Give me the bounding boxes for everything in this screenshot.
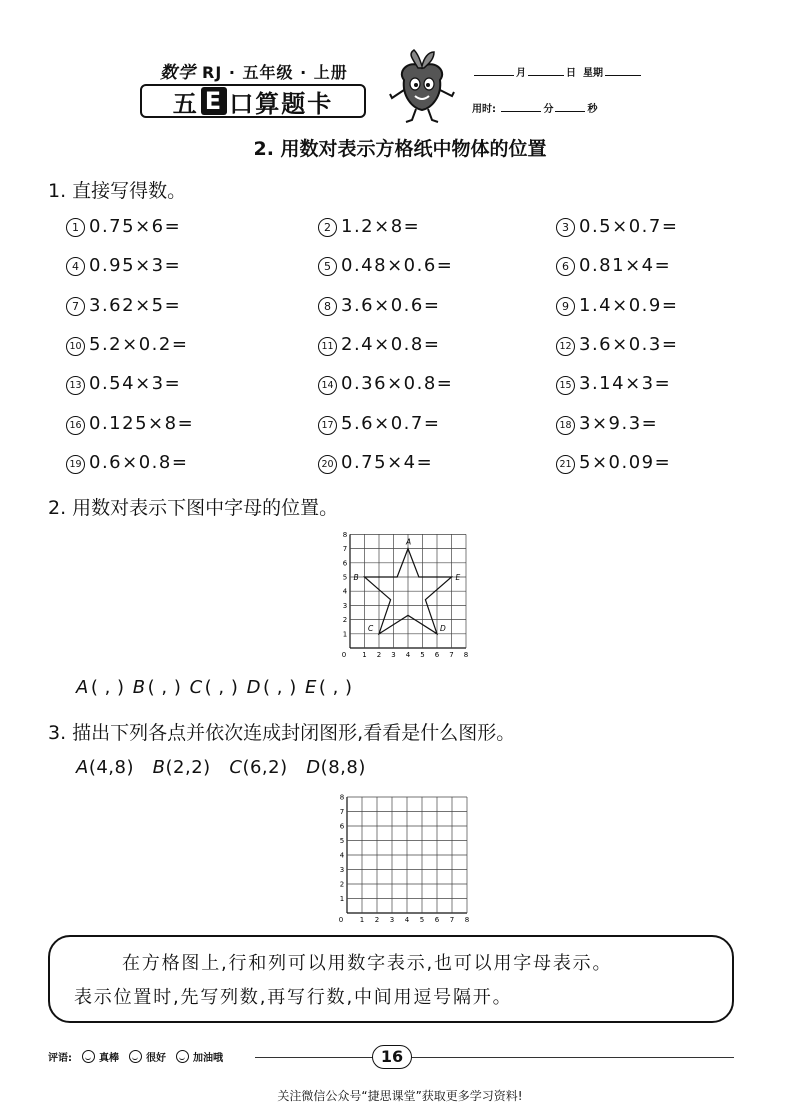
q2-title: 2. 用数对表示下图中字母的位置。 xyxy=(48,497,339,519)
y-tick-label: 8 xyxy=(339,793,345,802)
answer-blank-b[interactable]: ( , ) xyxy=(147,677,182,698)
problem-number: 14 xyxy=(318,376,337,395)
problem-number: 15 xyxy=(556,376,575,395)
y-tick-label: 2 xyxy=(342,616,348,625)
mascot-icon xyxy=(382,46,462,126)
smile-icon[interactable] xyxy=(176,1050,189,1063)
header-banner xyxy=(140,84,366,118)
problem-expression: 5.6×0.7= xyxy=(341,412,441,434)
problem-item xyxy=(66,452,188,474)
problem-number: 6 xyxy=(556,257,575,276)
answer-letter-a: A xyxy=(76,677,89,698)
rating-good: 很好 xyxy=(146,1053,166,1064)
problem-number: 19 xyxy=(66,455,85,474)
point-coord-d: (8,8) xyxy=(320,757,366,778)
point-coord-c: (6,2) xyxy=(242,757,288,778)
tip-line-1: 在方格图上,行和列可以用数字表示,也可以用字母表示。 xyxy=(122,953,613,974)
point-letter-a: A xyxy=(76,757,89,778)
problem-number: 2 xyxy=(318,218,337,237)
problem-item xyxy=(556,452,671,474)
problem-item xyxy=(556,334,678,356)
y-tick-label: 1 xyxy=(342,630,348,639)
problem-number: 17 xyxy=(318,416,337,435)
answer-letter-c: C xyxy=(189,677,203,698)
problem-number: 8 xyxy=(318,297,337,316)
x-tick-label: 7 xyxy=(449,916,455,924)
point-letter-c: C xyxy=(229,757,243,778)
y-tick-label: 5 xyxy=(342,573,348,582)
answer-letter-d: D xyxy=(246,677,261,698)
x-tick-label: 0 xyxy=(341,651,347,659)
problem-expression: 0.81×4= xyxy=(579,255,672,277)
problem-item xyxy=(318,334,440,356)
smile-icon[interactable] xyxy=(82,1050,95,1063)
answer-blank-a[interactable]: ( , ) xyxy=(90,677,125,698)
problem-expression: 0.75×6= xyxy=(89,216,182,237)
q2-answers xyxy=(76,677,355,698)
problem-expression: 0.95×3= xyxy=(89,255,182,277)
problem-expression: 0.36×0.8= xyxy=(341,373,454,395)
y-tick-label: 3 xyxy=(339,866,345,874)
problem-expression: 0.75×4= xyxy=(341,451,434,473)
banner-big-letter: E xyxy=(201,87,227,115)
x-tick-label: 3 xyxy=(389,916,395,924)
x-tick-label: 7 xyxy=(449,651,454,659)
y-tick-label: 7 xyxy=(342,545,348,554)
problem-item xyxy=(318,373,453,395)
problem-expression: 5×0.09= xyxy=(579,451,672,473)
y-tick-label: 4 xyxy=(342,587,348,596)
problem-expression: 0.5×0.7= xyxy=(579,216,679,237)
lesson-title: 2. 用数对表示方格纸中物体的位置 xyxy=(253,138,547,160)
banner-pre: 五 xyxy=(172,89,199,118)
problem-expression: 1.4×0.9= xyxy=(579,294,679,316)
problem-expression: 3.62×5= xyxy=(89,294,182,316)
point-label-d: D xyxy=(440,623,446,633)
rating-great: 真棒 xyxy=(99,1053,119,1064)
footer-divider-left xyxy=(255,1057,373,1058)
x-tick-label: 0 xyxy=(338,916,344,924)
day-label: 日 xyxy=(566,68,576,79)
problem-expression: 3.14×3= xyxy=(579,373,672,395)
problem-expression: 0.54×3= xyxy=(89,373,182,395)
problem-item xyxy=(556,373,671,395)
problem-expression: 3.6×0.6= xyxy=(341,294,441,316)
y-tick-label: 6 xyxy=(342,559,348,568)
problem-number: 21 xyxy=(556,455,575,474)
problem-number: 5 xyxy=(318,257,337,276)
point-letter-b: B xyxy=(152,757,166,778)
point-label-c: C xyxy=(368,623,374,633)
q3-title: 3. 描出下列各点并依次连成封闭图形,看看是什么图形。 xyxy=(48,722,516,744)
page-number: 16 xyxy=(372,1045,412,1069)
problem-number: 3 xyxy=(556,218,575,237)
q1-title: 1. 直接写得数。 xyxy=(48,180,187,202)
day-blank[interactable] xyxy=(528,66,564,76)
answer-letter-e: E xyxy=(304,677,317,698)
y-tick-label: 8 xyxy=(342,530,348,539)
x-tick-label: 8 xyxy=(464,916,470,924)
x-tick-label: 6 xyxy=(434,916,440,924)
problem-number: 9 xyxy=(556,297,575,316)
header-subject xyxy=(160,58,348,83)
weekday-blank[interactable] xyxy=(605,66,641,76)
time-line xyxy=(472,100,597,115)
problem-item xyxy=(66,216,181,237)
x-tick-label: 4 xyxy=(405,651,411,659)
x-tick-label: 4 xyxy=(404,916,410,924)
weekday-label: 星期 xyxy=(582,68,603,79)
problem-expression: 0.48×0.6= xyxy=(341,255,454,277)
answer-blank-e[interactable]: ( , ) xyxy=(318,677,353,698)
problem-expression: 3.6×0.3= xyxy=(579,333,679,355)
problem-item xyxy=(318,295,440,316)
problem-item xyxy=(66,255,181,276)
problem-number: 20 xyxy=(318,455,337,474)
problem-item xyxy=(556,413,658,435)
problem-expression: 1.2×8= xyxy=(341,216,421,237)
problem-item xyxy=(66,373,181,395)
problem-number: 11 xyxy=(318,337,337,356)
minute-blank[interactable] xyxy=(501,102,541,112)
problem-item xyxy=(66,413,194,435)
point-coord-b: (2,2) xyxy=(165,757,211,778)
answer-letter-b: B xyxy=(132,677,146,698)
y-tick-label: 4 xyxy=(339,851,345,860)
tip-box xyxy=(48,935,734,1023)
point-label-b: B xyxy=(353,573,359,582)
rating-keep-going: 加油哦 xyxy=(193,1053,223,1064)
problem-number: 7 xyxy=(66,297,85,316)
second-blank[interactable] xyxy=(555,102,585,112)
x-tick-label: 1 xyxy=(359,916,365,924)
x-tick-label: 1 xyxy=(362,651,367,659)
subject-label: 数学 xyxy=(160,63,196,83)
answer-blank-c[interactable]: ( , ) xyxy=(204,677,239,698)
y-tick-label: 2 xyxy=(339,880,345,889)
problem-item xyxy=(318,452,433,474)
date-line xyxy=(472,64,643,79)
minute-label: 分 xyxy=(543,104,554,115)
x-tick-label: 8 xyxy=(463,651,469,659)
y-tick-label: 6 xyxy=(339,822,345,831)
x-tick-label: 2 xyxy=(376,651,382,659)
problem-expression: 3×9.3= xyxy=(579,412,659,434)
month-blank[interactable] xyxy=(474,66,514,76)
x-tick-label: 2 xyxy=(374,916,380,924)
x-tick-label: 3 xyxy=(391,651,396,659)
rating-row xyxy=(48,1049,223,1064)
star-grid xyxy=(338,530,478,662)
footer-divider-right xyxy=(412,1057,734,1058)
point-label-e: E xyxy=(455,573,461,582)
time-label: 用时: xyxy=(472,104,496,115)
problem-expression: 5.2×0.2= xyxy=(89,333,189,355)
y-tick-label: 3 xyxy=(342,601,348,610)
problem-item xyxy=(318,413,440,435)
month-label: 月 xyxy=(516,68,526,79)
point-label-a: A xyxy=(406,537,412,547)
point-letter-d: D xyxy=(306,757,321,778)
smile-icon[interactable] xyxy=(129,1050,142,1063)
second-label: 秒 xyxy=(587,104,598,115)
answer-blank-d[interactable]: ( , ) xyxy=(263,677,297,698)
tip-line-2: 表示位置时,先写列数,再写行数,中间用逗号隔开。 xyxy=(74,987,513,1008)
problem-number: 13 xyxy=(66,376,85,395)
problem-expression: 0.6×0.8= xyxy=(89,451,189,473)
banner-post: 口算题卡 xyxy=(229,89,334,118)
q3-points xyxy=(76,757,366,778)
problem-number: 12 xyxy=(556,337,575,356)
problem-number: 16 xyxy=(66,416,85,435)
subject-detail: RJ · 五年级 · 上册 xyxy=(202,63,348,82)
x-tick-label: 6 xyxy=(434,651,440,659)
y-tick-label: 1 xyxy=(339,895,345,903)
problem-number: 4 xyxy=(66,257,85,276)
problem-number: 1 xyxy=(66,218,85,237)
point-coord-a: (4,8) xyxy=(88,757,134,778)
problem-item xyxy=(318,216,420,237)
problem-number: 18 xyxy=(556,416,575,435)
problem-item xyxy=(556,216,678,237)
problem-item xyxy=(66,295,181,316)
y-tick-label: 5 xyxy=(339,837,345,845)
problem-expression: 0.125×8= xyxy=(89,412,195,434)
rating-label: 评语: xyxy=(48,1053,72,1064)
problem-number: 10 xyxy=(66,337,85,356)
x-tick-label: 5 xyxy=(420,651,425,659)
y-tick-label: 7 xyxy=(339,808,345,816)
footer-note: 关注微信公众号“捷思课堂”获取更多学习资料! xyxy=(277,1089,523,1103)
problem-item xyxy=(66,334,188,356)
problem-item xyxy=(556,255,671,276)
x-tick-label: 5 xyxy=(419,916,425,924)
problem-item xyxy=(556,295,678,316)
blank-grid[interactable] xyxy=(335,791,480,925)
problem-expression: 2.4×0.8= xyxy=(341,333,441,355)
problem-item xyxy=(318,255,453,276)
